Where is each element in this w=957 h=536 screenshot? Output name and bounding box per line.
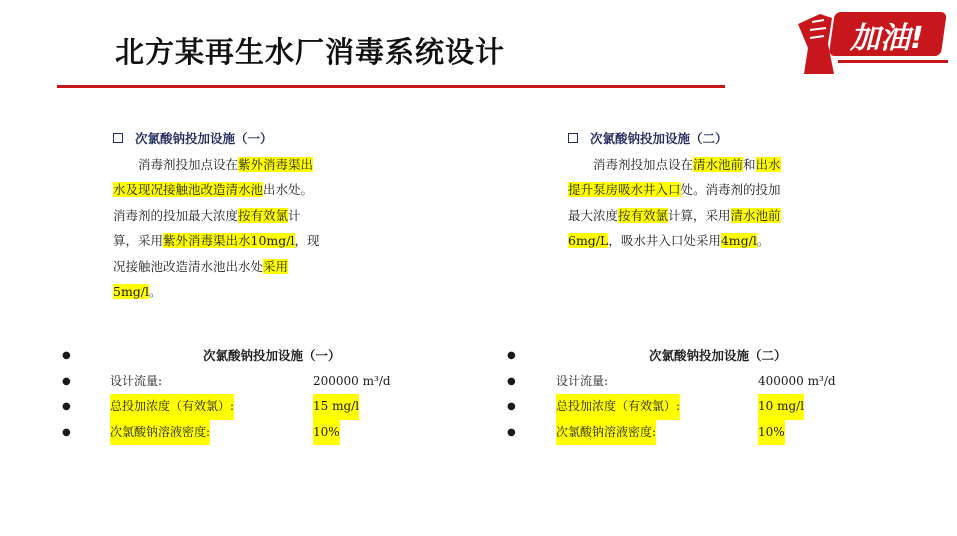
spec-value: 10%: [758, 420, 785, 446]
bullet-icon: ●: [507, 350, 516, 361]
body-text: 。: [149, 284, 162, 299]
body-text: 和: [743, 156, 756, 172]
highlighted-text: 紫外消毒渠出: [238, 156, 314, 172]
highlighted-text: 及现况接触池改造清水池: [125, 182, 264, 197]
highlighted-text: 4mg/l: [720, 233, 757, 248]
body-text: 最大浓度: [568, 207, 619, 223]
body-text: 消毒剂投加点设在: [138, 156, 239, 172]
body-text: 计算，采用: [668, 207, 731, 223]
body-text: ，吸水井入口处采用: [608, 233, 721, 248]
spec-label: 次氯酸钠溶液密度:: [556, 420, 656, 446]
section-1-heading: 次氯酸钠投加设施（一）: [113, 126, 358, 152]
bullet-icon: ●: [507, 375, 516, 387]
body-text: 况接触池改造清水池出水处: [113, 258, 264, 274]
paragraph-line: [113, 228, 358, 254]
body-text: 计: [288, 207, 301, 223]
body-text: 消毒剂的投加最大浓度: [113, 207, 239, 223]
highlighted-text: 清水池前: [730, 207, 781, 223]
square-bullet-icon: [568, 133, 578, 143]
highlighted-text: 清水池前: [693, 156, 744, 172]
paragraph-line: [113, 279, 358, 305]
bullet-icon: ●: [62, 401, 71, 412]
highlighted-text: 出水: [755, 156, 781, 172]
bullet-icon: ●: [507, 401, 516, 412]
list-item: [62, 420, 462, 446]
page-title: 北方某再生水厂消毒系统设计: [115, 35, 506, 69]
spec-value: 200000 m³/d: [313, 373, 391, 388]
spec-value: 10 mg/l: [758, 394, 804, 420]
highlighted-text: 紫外消毒渠出水10mg/l: [163, 233, 295, 248]
spec-list-heading: 次氯酸钠投加设施（一）: [203, 348, 341, 363]
highlighted-text: 按有效氯: [618, 207, 669, 223]
body-text: 消毒剂投加点设在: [593, 156, 694, 172]
body-text: ，现: [294, 233, 320, 248]
highlighted-text: 采用: [263, 258, 289, 274]
spec-label: 总投加浓度（有效氯）:: [556, 394, 680, 420]
title-underline: [57, 85, 725, 88]
list-item: [62, 394, 462, 420]
paragraph-line: [568, 177, 818, 203]
list-item: [62, 369, 462, 395]
section-1: [113, 126, 358, 305]
spec-label: 设计流量:: [556, 373, 609, 388]
spec-list-1: [62, 343, 462, 445]
spec-value: 15 mg/l: [313, 394, 359, 420]
spec-value: 10%: [313, 420, 340, 446]
highlighted-text: 水: [113, 182, 126, 197]
square-bullet-icon: [113, 133, 123, 143]
badge-text: 加油!: [850, 21, 924, 56]
spec-label: 设计流量:: [110, 373, 163, 388]
list-item: [62, 343, 462, 369]
section-2-body: [568, 152, 818, 254]
bullet-icon: ●: [62, 350, 71, 361]
paragraph-line: [113, 203, 358, 229]
highlighted-text: 提升泵房吸水井入口: [568, 182, 681, 197]
body-text: 处。消毒剂的投加: [680, 182, 781, 197]
spec-label: 总投加浓度（有效氯）:: [110, 394, 234, 420]
paragraph-line: [568, 152, 818, 178]
body-text: 出水处。: [263, 182, 314, 197]
highlighted-text: 6mg/L: [568, 233, 609, 248]
spec-list-heading: 次氯酸钠投加设施（二）: [649, 348, 787, 363]
list-item: [507, 343, 927, 369]
section-1-body: [113, 152, 358, 305]
list-item: [507, 394, 927, 420]
highlighted-text: 按有效氯: [238, 207, 289, 223]
list-item: [507, 420, 927, 446]
bullet-icon: ●: [62, 375, 71, 387]
cheer-badge: [790, 4, 952, 76]
body-text: 算，采用: [113, 233, 164, 248]
bullet-icon: ●: [62, 426, 71, 438]
body-text: 。: [756, 233, 770, 248]
raised-fist-icon: [790, 4, 952, 76]
paragraph-line: [113, 152, 358, 178]
section-2-heading: 次氯酸钠投加设施（二）: [568, 126, 818, 152]
paragraph-line: [113, 177, 358, 203]
paragraph-line: [568, 228, 818, 254]
list-item: [507, 369, 927, 395]
spec-value: 400000 m³/d: [758, 373, 836, 388]
section-2: [568, 126, 818, 254]
paragraph-line: [113, 254, 358, 280]
highlighted-text: 5mg/l: [113, 284, 150, 299]
bullet-icon: ●: [507, 426, 516, 438]
paragraph-line: [568, 203, 818, 229]
spec-list-2: [507, 343, 927, 445]
spec-label: 次氯酸钠溶液密度:: [110, 420, 210, 446]
